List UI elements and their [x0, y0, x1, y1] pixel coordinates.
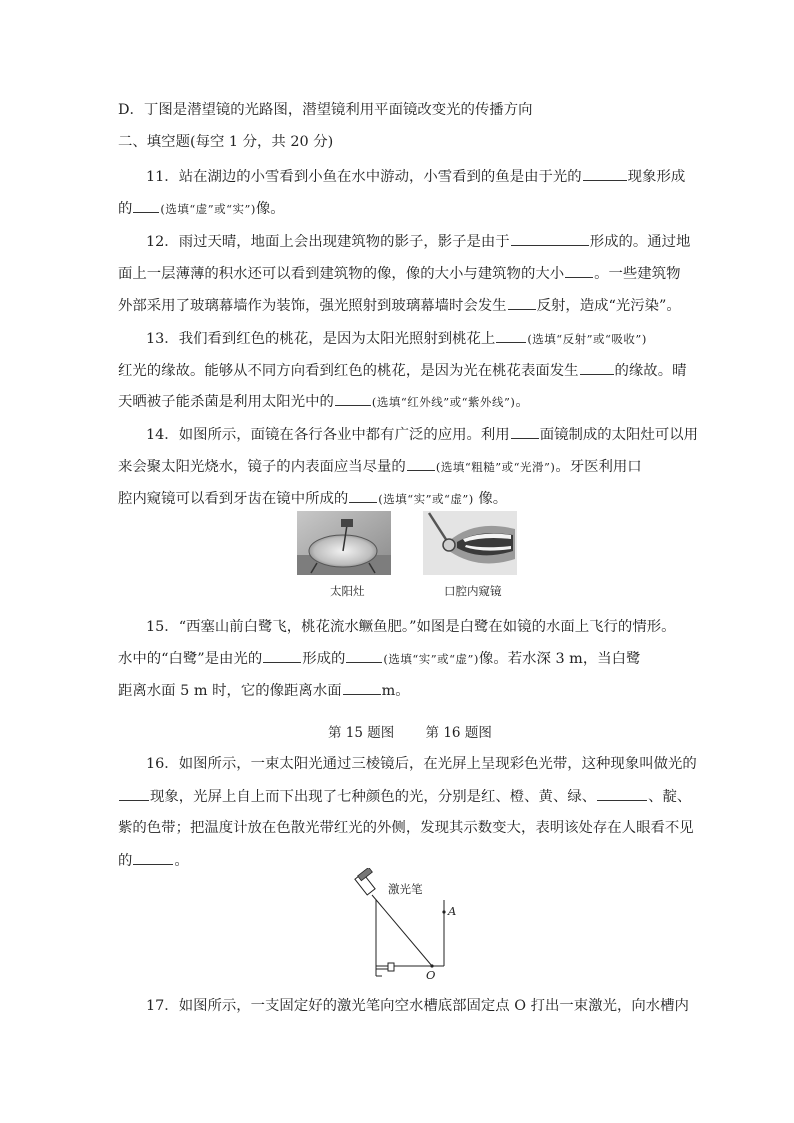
text: 的缘故。晴	[614, 363, 687, 379]
answer-blank[interactable]	[565, 263, 593, 278]
text: 11．站在湖边的小雪看到小鱼在水中游动，小雪看到的鱼是由于光的	[146, 169, 582, 185]
hint: (选填“实”或“虚”)	[383, 652, 479, 666]
hint: (选填“实”或“虚”)	[378, 492, 474, 506]
text: 形成的。通过地	[589, 234, 691, 250]
text: 12．雨过天晴，地面上会出现建筑物的影子，影子是由于	[146, 234, 510, 250]
point-a-dot	[442, 910, 445, 913]
answer-blank[interactable]	[407, 456, 435, 471]
answer-blank[interactable]	[343, 680, 381, 695]
question-12-line-2	[118, 263, 680, 284]
laser-beam	[372, 895, 432, 966]
answer-blank[interactable]	[119, 786, 149, 801]
point-o-label: O	[426, 968, 436, 982]
hint: (选填“红外线”或“紫外线”)	[371, 395, 516, 409]
text: 面镜制成的太阳灶可以用	[539, 427, 699, 443]
answer-blank[interactable]	[508, 295, 536, 310]
text: 红光的缘故。能够从不同方向看到红色的桃花，是因为光在桃花表面发生	[118, 363, 579, 379]
text: 腔内窥镜可以看到牙齿在镜中所成的	[118, 491, 349, 507]
question-12-line-3	[118, 295, 681, 316]
answer-blank[interactable]	[346, 648, 382, 663]
text: 天晒被子能杀菌是利用太阳光中的	[118, 394, 334, 410]
question-12-line-1	[146, 231, 690, 252]
text: 。一些建筑物	[594, 266, 681, 282]
text: 反射，造成“光污染”。	[536, 298, 681, 314]
point-a-label: A	[448, 904, 457, 918]
answer-blank[interactable]	[263, 648, 301, 663]
answer-blank[interactable]	[496, 328, 526, 343]
tap-icon	[376, 963, 394, 976]
answer-blank[interactable]	[597, 786, 647, 801]
question-15-line-1: 15．“西塞山前白鹭飞，桃花流水鳜鱼肥。”如图是白鹭在如镜的水面上飞行的情形。	[146, 619, 676, 635]
question-14-line-3	[118, 488, 507, 509]
question-16-line-4	[118, 850, 189, 871]
text: 外部采用了玻璃幕墙作为装饰，强光照射到玻璃幕墙时会发生	[118, 298, 507, 314]
text: 、靛、	[648, 789, 692, 805]
question-17-line-1: 17．如图所示，一支固定好的激光笔向空水槽底部固定点 O 打出一束激光，向水槽内	[146, 998, 689, 1014]
text: 的	[118, 853, 133, 869]
laser-pen-icon	[355, 868, 375, 895]
solar-cooker-caption: 太阳灶	[330, 584, 365, 598]
answer-blank[interactable]	[133, 850, 173, 865]
endoscope-caption: 口腔内窥镜	[444, 584, 502, 598]
section-heading: 二、填空题(每空 1 分，共 20 分)	[118, 134, 334, 150]
question-15-line-3	[118, 680, 410, 701]
answer-blank[interactable]	[349, 488, 377, 503]
hint: (选填“虚”或“实”)	[160, 202, 256, 216]
question-13-line-1	[146, 328, 647, 349]
question-11-line-2	[118, 198, 285, 219]
text: 面上一层薄薄的积水还可以看到建筑物的像，像的大小与建筑物的大小	[118, 266, 565, 282]
laser-tank-diagram	[352, 868, 462, 980]
hint: (选填“粗糙”或“光滑”)	[435, 460, 556, 474]
text: m。	[381, 683, 410, 699]
text: 距离水面 5 m 时，它的像距离水面	[118, 683, 342, 699]
text: 现象形成	[627, 169, 686, 185]
text: 13．我们看到红色的桃花，是因为太阳光照射到桃花上	[146, 331, 496, 347]
question-15-line-2	[118, 648, 640, 669]
question-16-line-3: 紫的色带；把温度计放在色散光带红光的外侧，发现其示数变大，表明该处存在人眼看不见	[118, 820, 694, 836]
question-13-line-2	[118, 360, 686, 381]
text: 来会聚太阳光烧水，镜子的内表面应当尽量的	[118, 459, 406, 475]
question-13-line-3	[118, 391, 530, 412]
question-16-line-1: 16．如图所示，一束太阳光通过三棱镜后，在光屏上呈现彩色光带，这种现象叫做光的	[146, 756, 697, 772]
text: 像。	[473, 491, 508, 507]
hint: (选填“反射”或“吸收”)	[527, 332, 647, 346]
solar-cooker-image	[297, 511, 391, 575]
question-d: D．丁图是潜望镜的光路图，潜望镜利用平面镜改变光的传播方向	[118, 102, 533, 118]
text: 像。	[255, 201, 285, 217]
answer-blank[interactable]	[335, 391, 371, 406]
text: 现象，光屏上自上而下出现了七种颜色的光，分别是红、橙、黄、绿、	[150, 789, 597, 805]
question-16-line-2	[118, 786, 691, 807]
text: 。牙医利用口	[555, 459, 642, 475]
answer-blank[interactable]	[511, 424, 539, 439]
answer-blank[interactable]	[133, 198, 159, 213]
text: 14．如图所示，面镜在各行各业中都有广泛的应用。利用	[146, 427, 510, 443]
laser-label: 激光笔	[388, 882, 423, 896]
answer-blank[interactable]	[583, 166, 627, 181]
text: 。	[174, 853, 189, 869]
figure-captions: 第 15 题图 第 16 题图	[328, 725, 492, 741]
question-14-line-1	[146, 424, 698, 445]
text: 形成的	[302, 651, 346, 667]
endoscope-image	[423, 511, 517, 575]
question-11-line-1	[146, 166, 685, 187]
answer-blank[interactable]	[511, 231, 589, 246]
answer-blank[interactable]	[580, 360, 614, 375]
text: 水中的“白鹭”是由光的	[118, 651, 263, 667]
question-14-line-2	[118, 456, 642, 477]
text: 。	[515, 394, 530, 410]
text: 的	[118, 201, 133, 217]
text: 像。若水深 3 m，当白鹭	[478, 651, 641, 667]
